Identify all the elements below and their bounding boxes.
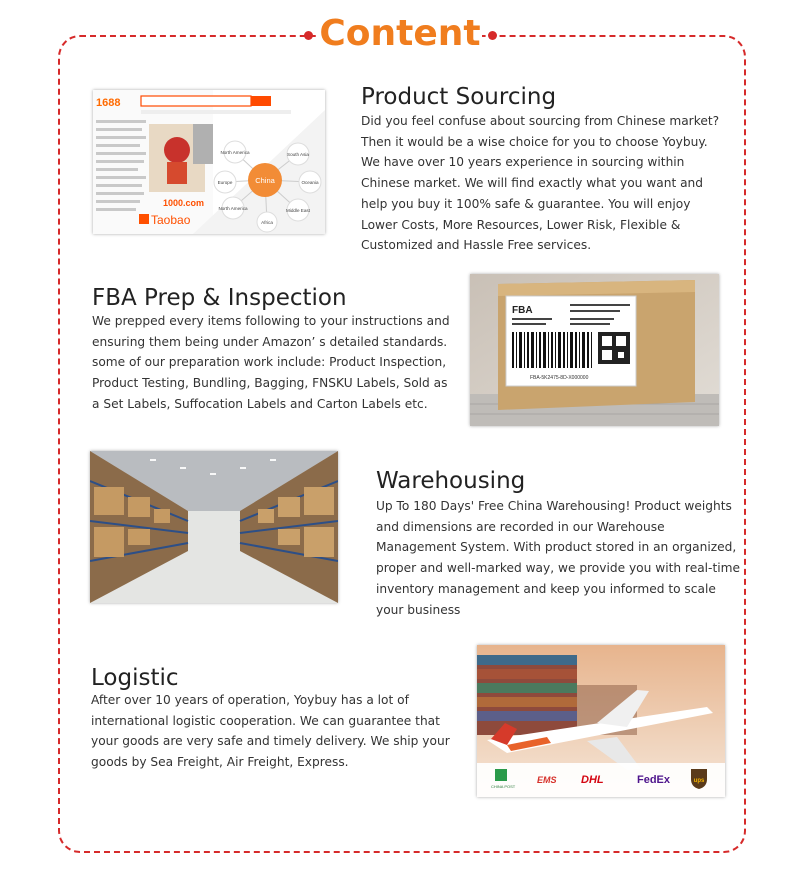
hub-label: China <box>255 176 275 185</box>
sourcing-illustration <box>93 90 325 234</box>
region-label: Oceania <box>301 180 319 185</box>
carrier-ems-logo: EMS <box>537 775 557 785</box>
svg-text:1000.com: 1000.com <box>163 198 205 208</box>
section-body-warehousing: Up To 180 Days' Free China Warehousing! Product weights and dimensions are recorded in our Warehouse Management System. With product stored in an organized, proper and well-marked way, we provide you with real-time inventory management and keep you informed to scale your business <box>376 499 740 617</box>
region-label: South Asia <box>287 152 309 157</box>
title-dot-left <box>304 31 313 40</box>
region-label: Europe <box>217 180 233 185</box>
fba-box-illustration <box>470 274 719 426</box>
section-body-fba: We prepped every items following to your instructions and ensuring them being under Amazon’ s detailed standards. some of our preparation work include: Product Inspection, Product Testing, Bundling, Bagging, FNSKU Labels, Sold as a Set Labels, Suffocation Labels and Carton Labels etc. <box>92 314 450 411</box>
region-label: Middle East <box>285 208 311 213</box>
sourcing-image <box>93 90 325 234</box>
page-title: Content <box>319 13 481 54</box>
logistic-image <box>477 645 725 797</box>
fba-label-code: FBA-5K2475-8D-X000000 <box>530 375 589 381</box>
title-dot-right <box>488 31 497 40</box>
section-title-sourcing: Product Sourcing <box>361 84 557 110</box>
carrier-dhl-logo: DHL <box>581 774 604 786</box>
section-title-fba: FBA Prep & Inspection <box>92 285 347 311</box>
title-wrap <box>318 12 482 56</box>
section-title-warehousing: Warehousing <box>376 468 526 494</box>
fba-label-title: FBA <box>512 305 533 316</box>
section-title-logistic: Logistic <box>91 665 179 691</box>
logistic-illustration <box>477 645 725 797</box>
section-body-sourcing: Did you feel confuse about sourcing from Chinese market? Then it would be a wise choice for you to choose Yoybuy. We have over 10 years experience in sourcing within Chinese market. We will find exactly what you want and help you buy it 100% safe & guarantee. You will enjoy Lower Costs, More Resources, Lower Risk, Flexible & Customized and Hassle Free services. <box>361 114 720 253</box>
section-body-logistic: After over 10 years of operation, Yoybuy has a lot of international logistic cooperation. We can guarantee that your goods are very safe and timely delivery. We ship your goods by Sea Freight, Air Freight, Express. <box>91 693 450 770</box>
fba-box-image <box>470 274 719 426</box>
warehouse-illustration <box>90 451 338 603</box>
carrier-fedex-logo: FedEx <box>637 774 671 786</box>
region-label: North America <box>220 150 250 155</box>
region-label: Africa <box>261 220 273 225</box>
carrier-ups-logo: ups <box>693 778 705 784</box>
carrier-chinapost-logo: CHINA POST <box>491 784 516 789</box>
warehouse-image <box>90 451 338 603</box>
region-label: North America <box>218 206 248 211</box>
logo-1688: 1688 <box>96 97 121 109</box>
logo-taobao: Taobao <box>151 213 191 227</box>
